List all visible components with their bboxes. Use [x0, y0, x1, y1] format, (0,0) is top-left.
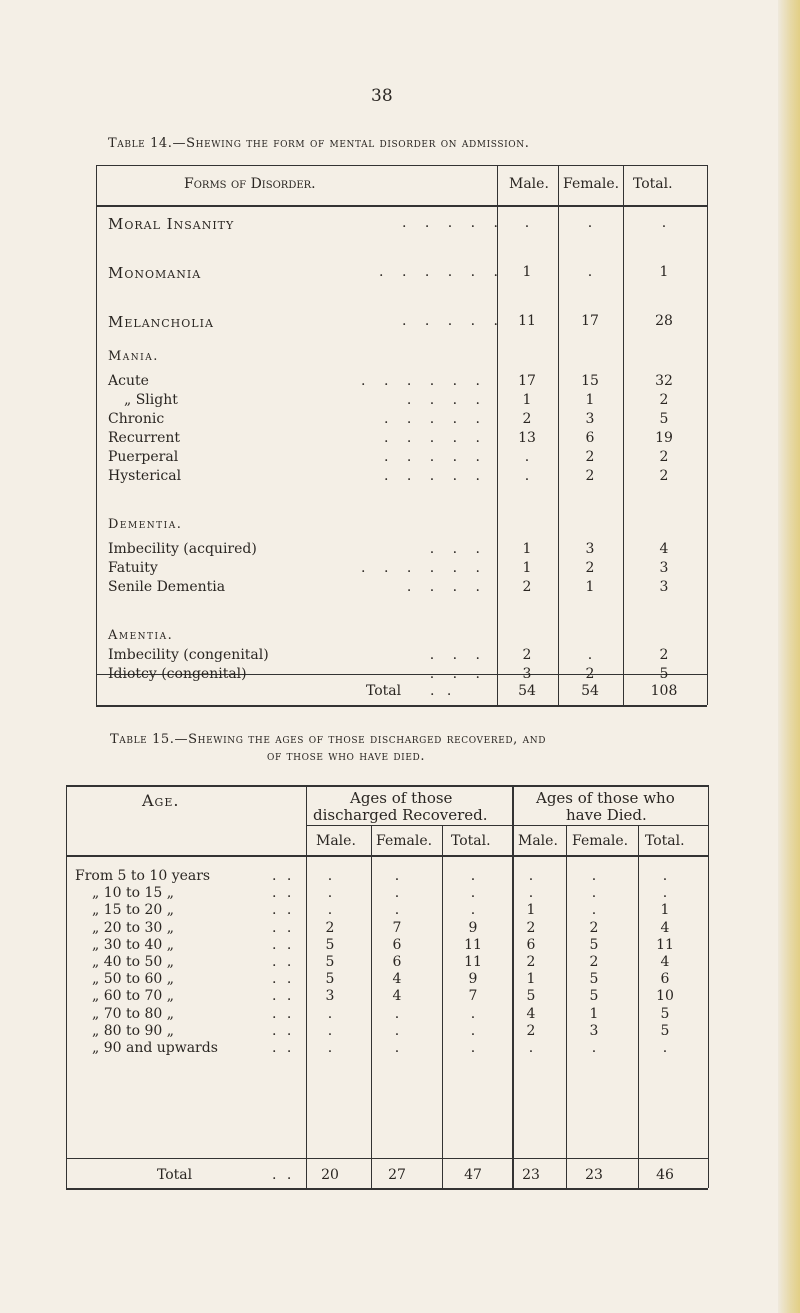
t15-left-rule — [66, 785, 67, 1188]
t14-cell-total: 1 — [659, 264, 669, 280]
t15-cell-recovered: 4 — [392, 988, 402, 1005]
t14-row-label: Acute — [108, 373, 149, 389]
t15-total-recovered: 27 — [388, 1167, 406, 1183]
t15-cell-died: 1 — [526, 902, 536, 919]
t15-cell-recovered: . — [394, 885, 400, 902]
t15-total-died: 23 — [585, 1167, 603, 1183]
t14-cell-male: 1 — [522, 541, 532, 557]
t14-cell-female: 2 — [585, 468, 595, 484]
t15-cell-died: 5 — [589, 988, 599, 1005]
t15-cell-recovered: . — [394, 1005, 400, 1022]
table14-caption-label: Table 14. — [108, 136, 173, 151]
t15-col-rule-rec-1 — [371, 825, 372, 1188]
t15-head-rule — [66, 855, 708, 857]
t14-row-label: Puerperal — [108, 449, 179, 465]
t15-cell-died: 1 — [526, 971, 536, 988]
t15-total-recovered: 47 — [464, 1167, 482, 1183]
t15-header-rec-1: Ages of those — [350, 789, 453, 807]
t15-cell-died: 2 — [589, 919, 599, 936]
t15-cell-died: . — [528, 885, 534, 902]
t15-cell-died: . — [528, 1040, 534, 1056]
t14-cell-female: 1 — [585, 392, 595, 408]
t15-row-age: „ 90 and upwards — [92, 1040, 218, 1056]
t14-right-rule — [707, 165, 708, 705]
t14-head-rule — [96, 205, 707, 207]
t14-row-label: Monomania — [108, 264, 202, 282]
t14-cell-female: 1 — [585, 579, 595, 595]
t14-cell-total: 19 — [655, 430, 673, 446]
t15-row-age: „ 80 to 90 „ — [92, 1022, 174, 1039]
t15-header-rec-male: Male. — [316, 833, 356, 849]
t14-cell-female: . — [587, 647, 593, 663]
t14-cell-female: 15 — [581, 373, 599, 389]
t15-cell-recovered: . — [394, 902, 400, 919]
t15-cell-died: . — [662, 868, 668, 884]
t14-row-leader: . . . . . — [383, 468, 480, 484]
t14-cell-total: 3 — [659, 560, 669, 576]
t14-row-label: Fatuity — [108, 560, 158, 576]
t14-row-label: Hysterical — [108, 468, 182, 484]
t15-cell-died: . — [591, 885, 597, 902]
t15-row-leader: . . — [272, 885, 292, 902]
t15-right-rule — [708, 785, 709, 1188]
t14-row-leader: . . . . . . — [361, 560, 480, 576]
t15-row-leader: . . — [272, 1005, 292, 1022]
t15-row-leader: . . — [272, 919, 292, 936]
t15-cell-died: . — [591, 868, 597, 884]
t15-cell-recovered: 6 — [392, 936, 402, 953]
t15-cell-recovered: . — [470, 1022, 476, 1039]
t15-bottom-rule — [66, 1188, 708, 1190]
t14-bottom-rule — [96, 705, 707, 707]
t15-total-recovered: 20 — [321, 1167, 339, 1183]
t14-cell-total: 32 — [655, 373, 673, 389]
t15-row-age: „ 70 to 80 „ — [92, 1005, 174, 1022]
t14-row-leader: . . . — [429, 666, 480, 682]
t14-cell-female: 2 — [585, 666, 595, 682]
t14-row-leader: . . . . — [406, 392, 480, 408]
t14-cell-total: . — [661, 215, 667, 231]
t14-cell-female: 2 — [585, 560, 595, 576]
t14-cell-total: 28 — [655, 313, 673, 329]
t14-header-total: Total. — [633, 176, 673, 192]
t15-row-age: „ 15 to 20 „ — [92, 902, 174, 919]
t14-row-label: Melancholia — [108, 313, 214, 331]
t14-row-label: Imbecility (acquired) — [108, 541, 257, 557]
t14-cell-female: . — [587, 264, 593, 280]
t15-header-died-total: Total. — [645, 833, 685, 849]
t14-row-leader: . . . — [429, 541, 480, 557]
t15-row-leader: . . — [272, 868, 292, 884]
t14-cell-female: 6 — [585, 430, 595, 446]
t15-cell-recovered: . — [470, 1005, 476, 1022]
t14-row-label: Moral Insanity — [108, 215, 235, 233]
t14-row-label: Chronic — [108, 411, 165, 427]
t14-row-leader: . . . — [429, 647, 480, 663]
t14-row-label: Idiotcy (congenital) — [108, 666, 247, 682]
t14-row-leader: . . . . — [406, 579, 480, 595]
t14-cell-male: 3 — [522, 666, 532, 682]
t15-cell-died: 2 — [589, 954, 599, 970]
t14-cell-total: 2 — [659, 647, 669, 663]
t15-col-rule-died-2 — [638, 825, 639, 1188]
t15-row-leader: . . — [272, 936, 292, 953]
t14-row-label: Amentia. — [108, 628, 174, 643]
table15-caption-line2: of those who have died. — [267, 749, 426, 764]
t14-row-label: Dementia. — [108, 517, 183, 532]
t15-cell-recovered: . — [470, 902, 476, 919]
t14-cell-female: 2 — [585, 449, 595, 465]
t14-row-leader: . . . . . . — [379, 264, 498, 280]
table15-caption-2 — [267, 748, 425, 765]
t15-cell-died: 4 — [660, 954, 670, 970]
t15-cell-died: 5 — [660, 1005, 670, 1022]
t15-total-rule — [66, 1158, 708, 1159]
t15-cell-recovered: 9 — [468, 971, 478, 988]
t14-cell-male: 17 — [518, 373, 536, 389]
t15-row-age: „ 50 to 60 „ — [92, 971, 174, 988]
t15-cell-died: . — [528, 868, 534, 884]
t15-row-age: From 5 to 10 years — [75, 868, 211, 884]
t15-cell-recovered: 2 — [325, 919, 335, 936]
t15-col-rule-rec-2 — [442, 825, 443, 1188]
t14-cell-total: 5 — [659, 411, 669, 427]
t15-header-rec-2: discharged Recovered. — [313, 806, 488, 824]
t15-cell-died: 6 — [660, 971, 670, 988]
t15-cell-recovered: . — [327, 902, 333, 919]
table14-caption-text: —Shewing the form of mental disorder on admission. — [172, 136, 530, 151]
t14-cell-total: 4 — [659, 541, 669, 557]
t15-cell-died: 2 — [526, 954, 536, 970]
t15-cell-recovered: . — [327, 1005, 333, 1022]
t15-row-leader: . . — [272, 971, 292, 988]
t14-header-male: Male. — [509, 176, 549, 192]
t14-top-rule — [96, 165, 707, 166]
t15-cell-recovered: 11 — [464, 954, 482, 970]
t14-row-label: Imbecility (congenital) — [108, 647, 269, 663]
t15-cell-recovered: . — [394, 868, 400, 884]
t15-cell-recovered: . — [394, 1040, 400, 1056]
t14-cell-total: 5 — [659, 666, 669, 682]
t14-cell-male: 1 — [522, 560, 532, 576]
table15-caption-line1: —Shewing the ages of those discharged recovered, and — [174, 732, 547, 747]
t15-cell-died: 5 — [526, 988, 536, 1005]
t15-top-rule — [66, 785, 708, 787]
t15-cell-died: . — [591, 902, 597, 919]
t14-header-forms: Forms of Disorder. — [184, 176, 316, 192]
t15-row-age: „ 10 to 15 „ — [92, 885, 174, 902]
t15-cell-died: 3 — [589, 1022, 599, 1039]
t15-row-age: „ 30 to 40 „ — [92, 936, 174, 953]
t15-cell-died: 1 — [589, 1005, 599, 1022]
t14-cell-male: . — [524, 215, 530, 231]
t15-subhead-rule — [306, 825, 708, 826]
t15-row-leader: . . — [272, 1022, 292, 1039]
t15-header-died-2: have Died. — [566, 806, 647, 824]
table14-caption — [108, 135, 529, 152]
page-number: 38 — [371, 86, 393, 106]
t14-total-female: 54 — [581, 683, 599, 699]
t14-row-leader: . . . . . — [401, 313, 498, 329]
t14-cell-male: 1 — [522, 392, 532, 408]
t15-cell-died: 5 — [660, 1022, 670, 1039]
t15-row-leader: . . — [272, 1040, 292, 1056]
t15-header-rec-total: Total. — [451, 833, 491, 849]
t15-col-rule-age — [306, 785, 307, 1188]
t15-cell-recovered: . — [327, 885, 333, 902]
t14-cell-male: 13 — [518, 430, 536, 446]
t14-row-leader: . . . . . — [383, 411, 480, 427]
t15-cell-died: 4 — [660, 919, 670, 936]
t14-cell-total: 2 — [659, 449, 669, 465]
t15-header-died-female: Female. — [572, 833, 629, 849]
t14-total-leader: . . — [430, 683, 452, 699]
t15-col-rule-died-1 — [566, 825, 567, 1188]
t14-cell-female: 17 — [581, 313, 599, 329]
t15-total-died: 23 — [522, 1167, 540, 1183]
t15-header-died-1: Ages of those who — [536, 789, 675, 807]
t14-row-leader: . . . . . — [383, 449, 480, 465]
t15-cell-died: 2 — [526, 1022, 536, 1039]
t15-cell-died: 2 — [526, 919, 536, 936]
t15-row-age: „ 60 to 70 „ — [92, 988, 174, 1005]
t15-cell-recovered: 7 — [468, 988, 478, 1005]
t15-cell-died: . — [591, 1040, 597, 1056]
t15-row-leader: . . — [272, 954, 292, 970]
t15-row-age: „ 40 to 50 „ — [92, 954, 174, 970]
t15-cell-died: . — [662, 1040, 668, 1056]
t15-header-rec-female: Female. — [376, 833, 433, 849]
t15-row-leader: . . — [272, 988, 292, 1005]
t14-total-label: Total — [366, 683, 402, 699]
t14-cell-male: 11 — [518, 313, 536, 329]
t14-cell-total: 2 — [659, 392, 669, 408]
t15-cell-died: 4 — [526, 1005, 536, 1022]
t14-row-leader: . . . . . . — [361, 373, 480, 389]
t14-total-total: 108 — [650, 683, 678, 699]
t14-cell-male: 2 — [522, 411, 532, 427]
t14-cell-total: 3 — [659, 579, 669, 595]
t15-cell-recovered: 5 — [325, 936, 335, 953]
table15-caption — [110, 731, 546, 748]
t15-total-died: 46 — [656, 1167, 674, 1183]
page-edge — [778, 0, 800, 1313]
t15-cell-died: 5 — [589, 971, 599, 988]
t15-cell-recovered: 6 — [392, 954, 402, 970]
t14-col-rule-1 — [497, 165, 498, 705]
t15-cell-recovered: . — [327, 1040, 333, 1056]
t15-header-died-male: Male. — [518, 833, 558, 849]
t14-cell-male: 1 — [522, 264, 532, 280]
t15-cell-recovered: . — [470, 868, 476, 884]
t14-cell-total: 2 — [659, 468, 669, 484]
t15-header-age: Age. — [142, 791, 180, 810]
t14-row-label: Senile Dementia — [108, 579, 226, 595]
t15-cell-died: . — [662, 885, 668, 902]
t14-header-female: Female. — [563, 176, 620, 192]
t15-cell-recovered: 5 — [325, 971, 335, 988]
t15-cell-died: 5 — [589, 936, 599, 953]
t14-row-leader: . . . . . — [401, 215, 498, 231]
t14-total-male: 54 — [518, 683, 536, 699]
t15-cell-died: 6 — [526, 936, 536, 953]
t14-left-rule — [96, 165, 97, 705]
t15-cell-recovered: 9 — [468, 919, 478, 936]
t14-cell-female: 3 — [585, 541, 595, 557]
t15-cell-recovered: . — [470, 1040, 476, 1056]
t14-cell-male: 2 — [522, 647, 532, 663]
t15-cell-recovered: 11 — [464, 936, 482, 953]
t15-row-age: „ 20 to 30 „ — [92, 919, 174, 936]
t15-cell-recovered: 4 — [392, 971, 402, 988]
t14-row-label: Mania. — [108, 349, 159, 364]
t14-cell-male: . — [524, 449, 530, 465]
t14-cell-male: 2 — [522, 579, 532, 595]
t14-col-rule-2 — [558, 165, 559, 705]
t15-total-leader: . . — [272, 1167, 292, 1183]
t15-cell-recovered: 5 — [325, 954, 335, 970]
t15-cell-recovered: . — [394, 1022, 400, 1039]
t14-cell-female: 3 — [585, 411, 595, 427]
t15-cell-recovered: 3 — [325, 988, 335, 1005]
t15-total-label: Total — [157, 1167, 193, 1183]
t15-cell-died: 1 — [660, 902, 670, 919]
t14-cell-male: . — [524, 468, 530, 484]
t15-cell-recovered: 7 — [392, 919, 402, 936]
t14-row-label: „ Slight — [124, 392, 178, 408]
t15-cell-recovered: . — [470, 885, 476, 902]
t14-col-rule-3 — [623, 165, 624, 705]
t14-row-leader: . . . . . — [383, 430, 480, 446]
t14-cell-female: . — [587, 215, 593, 231]
t15-cell-died: 10 — [656, 988, 674, 1005]
t15-cell-recovered: . — [327, 868, 333, 884]
t15-cell-died: 11 — [656, 936, 674, 953]
t15-cell-recovered: . — [327, 1022, 333, 1039]
t15-row-leader: . . — [272, 902, 292, 919]
t14-row-label: Recurrent — [108, 430, 180, 446]
table15-caption-label: Table 15. — [110, 732, 175, 747]
